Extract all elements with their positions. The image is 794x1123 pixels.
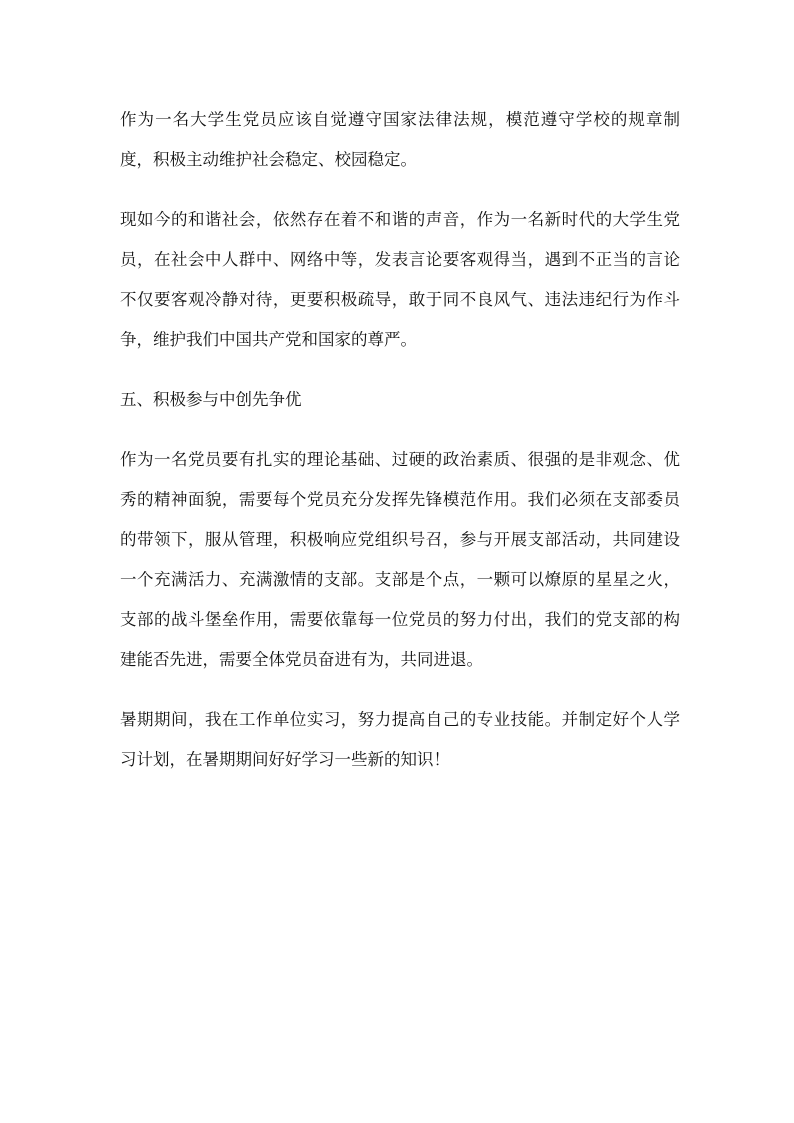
paragraph-summer-internship: 暑期期间，我在工作单位实习，努力提高自己的专业技能。并制定好个人学习计划，在暑期期间好好学习一些新的知识！ [120, 710, 680, 769]
paragraph-obey-laws: 作为一名大学生党员应该自觉遵守国家法律法规，模范遵守学校的规章制度，积极主动维护社会稳定、校园稳定。 [120, 110, 680, 169]
section-heading: 五、积极参与中创先争优 [120, 390, 302, 409]
paragraph-harmonious-society: 现如今的和谐社会，依然存在着不和谐的声音，作为一名新时代的大学生党员，在社会中人群中、网络中等，发表言论要客观得当，遇到不正当的言论不仅要客观冷静对待，更要积极疏导，敢于同不良风气、违法违纪行为作斗争，维护我们中国共产党和国家的尊严。 [120, 210, 680, 349]
paragraph-party-member-role: 作为一名党员要有扎实的理论基础、过硬的政治素质、很强的是非观念、优秀的精神面貌，需要每个党员充分发挥先锋模范作用。我们必须在支部委员的带领下，服从管理，积极响应党组织号召，参与开展支部活动，共同建设一个充满活力、充满激情的支部。支部是个点，一颗可以燎原的星星之火，支部的战斗堡垒作用，需要依靠每一位党员的努力付出，我们的党支部的构建能否先进，需要全体党员奋进有为，共同进退。 [120, 450, 680, 669]
document-body [120, 100, 680, 800]
